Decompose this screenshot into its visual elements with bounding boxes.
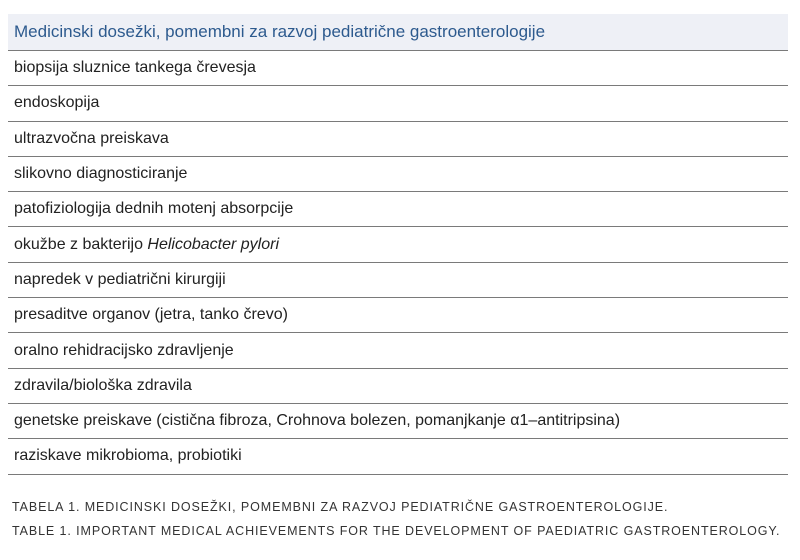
table-row-text: presaditve organov (jetra, tanko črevo) [14, 306, 288, 324]
table-row-text: zdravila/biološka zdravila [14, 376, 192, 394]
table-row-text: endoskopija [14, 94, 100, 112]
table-row [8, 122, 788, 157]
table-row-text: raziskave mikrobioma, probiotiki [14, 447, 242, 465]
table-row [8, 157, 788, 192]
table-row-text: okužbe z bakterijo [14, 235, 148, 253]
table-row [8, 51, 788, 86]
table-row [8, 298, 788, 333]
table-row [8, 404, 788, 439]
table-row [8, 333, 788, 368]
table-row [8, 439, 788, 474]
table-row [8, 369, 788, 404]
table-row [8, 192, 788, 227]
table-row-text: biopsija sluznice tankega črevesja [14, 59, 256, 77]
table-row-italic-text: Helicobacter pylori [147, 235, 280, 253]
table-body [8, 51, 788, 475]
table-row-text: ultrazvočna preiskava [14, 129, 169, 147]
table-header [8, 14, 788, 51]
table-row-text: genetske preiskave (cistična fibroza, Crohnova bolezen, pomanjkanje α1–antitripsina) [14, 412, 621, 430]
table-row [8, 227, 788, 262]
table-row [8, 86, 788, 121]
caption-slovenian: TABELA 1. MEDICINSKI DOSEŽKI, POMEMBNI ZA RAZVOJ PEDIATRIČNE GASTROENTEROLOGIJE. [12, 500, 669, 514]
caption-english: TABLE 1. IMPORTANT MEDICAL ACHIEVEMENTS FOR THE DEVELOPMENT OF PAEDIATRIC GASTROENTEROLOGY. [12, 524, 781, 538]
table-header-label: Medicinski dosežki, pomembni za razvoj pediatrične gastroenterologije [14, 22, 546, 41]
table-row-text: oralno rehidracijsko zdravljenje [14, 341, 234, 359]
achievements-table [8, 14, 788, 475]
table-row [8, 263, 788, 298]
table-row-text: patofiziologija dednih motenj absorpcije [14, 200, 294, 218]
table-row-text: slikovno diagnosticiranje [14, 165, 188, 183]
table-row-text: napredek v pediatrični kirurgiji [14, 270, 226, 288]
